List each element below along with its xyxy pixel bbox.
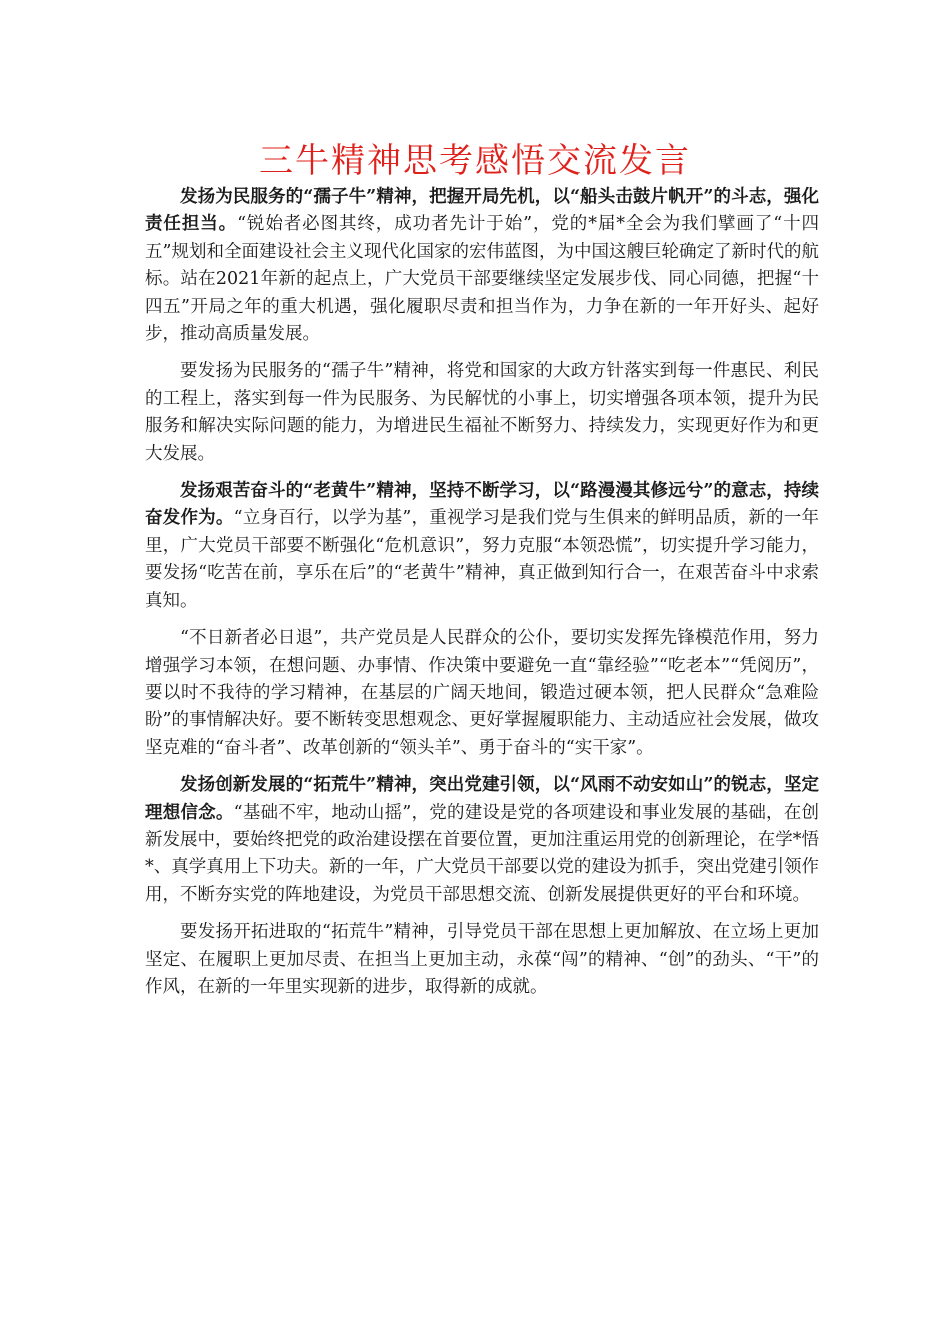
paragraph-1 [145, 184, 819, 348]
document-title: 三牛精神思考感悟交流发言 [259, 141, 691, 181]
paragraph-2 [145, 358, 819, 468]
paragraph-3-text: “立身百行，以学为基”，重视学习是我们党与生俱来的鲜明品质，新的一年里，广大党员干部要不断强化“危机意识”，努力克服“本领恐慌”，切实提升学习能力，要发扬“吃苦在前，享乐在后”的“老黄牛”精神，真正做到知行合一，在艰苦奋斗中求索真知。 [145, 508, 820, 611]
paragraph-5-lead: 发扬创新发展的“拓荒牛”精神，突出党建引领，以“风雨不动安如山”的锐志，坚定理想信念。 [145, 775, 819, 823]
paragraph-4-text: “不日新者必日退”，共产党员是人民群众的公仆，要切实发挥先锋模范作用，努力增强学习本领，在想问题、办事情、作决策中要避免一直“靠经验”“吃老本”“凭阅历”，要以时不我待的学习精神，在基层的广阔天地间，锻造过硬本领，把人民群众“急难险盼”的事情解决好。要不断转变思想观念、更好掌握履职能力、主动适应社会发展，做攻坚克难的“奋斗者”、改革创新的“领头羊”、勇于奋斗的“实干家”。 [145, 628, 819, 758]
paragraph-3 [145, 478, 819, 615]
paragraph-3-lead: 发扬艰苦奋斗的“老黄牛”精神，坚持不断学习，以“路漫漫其修远兮”的意志，持续奋发作为。 [145, 481, 819, 529]
paragraph-5 [145, 772, 819, 909]
paragraph-2-text: 要发扬为民服务的“孺子牛”精神，将党和国家的大政方针落实到每一件惠民、利民的工程上，落实到每一件为民服务、为民解忧的小事上，切实增强各项本领，提升为民服务和解决实际问题的能力，为增进民生福祉不断努力、持续发力，实现更好作为和更大发展。 [145, 361, 819, 464]
paragraph-1-lead: 发扬为民服务的“孺子牛”精神，把握开局先机，以“船头击鼓片帆开”的斗志，强化责任担当。 [145, 187, 819, 235]
paragraph-6-text: 要发扬开拓进取的“拓荒牛”精神，引导党员干部在思想上更加解放、在立场上更加坚定、在履职上更加尽责、在担当上更加主动，永葆“闯”的精神、“创”的劲头、“干”的作风，在新的一年里实现新的进步，取得新的成就。 [145, 922, 819, 997]
document-body [145, 184, 819, 1011]
paragraph-5-text: “基础不牢，地动山摇”，党的建设是党的各项建设和事业发展的基础，在创新发展中，要始终把党的政治建设摆在首要位置，更加注重运用党的创新理论，在学*悟*、真学真用上下功夫。新的一年，广大党员干部要以党的建设为抓手，突出党建引领作用，不断夯实党的阵地建设，为党员干部思想交流、创新发展提供更好的平台和环境。 [145, 802, 820, 905]
paragraph-6 [145, 919, 819, 1001]
paragraph-4 [145, 625, 819, 762]
paragraph-1-text: “锐始者必图其终，成功者先计于始”，党的*届*全会为我们擘画了“十四五”规划和全面建设社会主义现代化国家的宏伟蓝图，为中国这艘巨轮确定了新时代的航标。站在2021年新的起点上，广大党员干部要继续坚定发展步伐、同心同德，把握“十四五”开局之年的重大机遇，强化履职尽责和担当作为，力争在新的一年开好头、起好步，推动高质量发展。 [145, 214, 819, 345]
